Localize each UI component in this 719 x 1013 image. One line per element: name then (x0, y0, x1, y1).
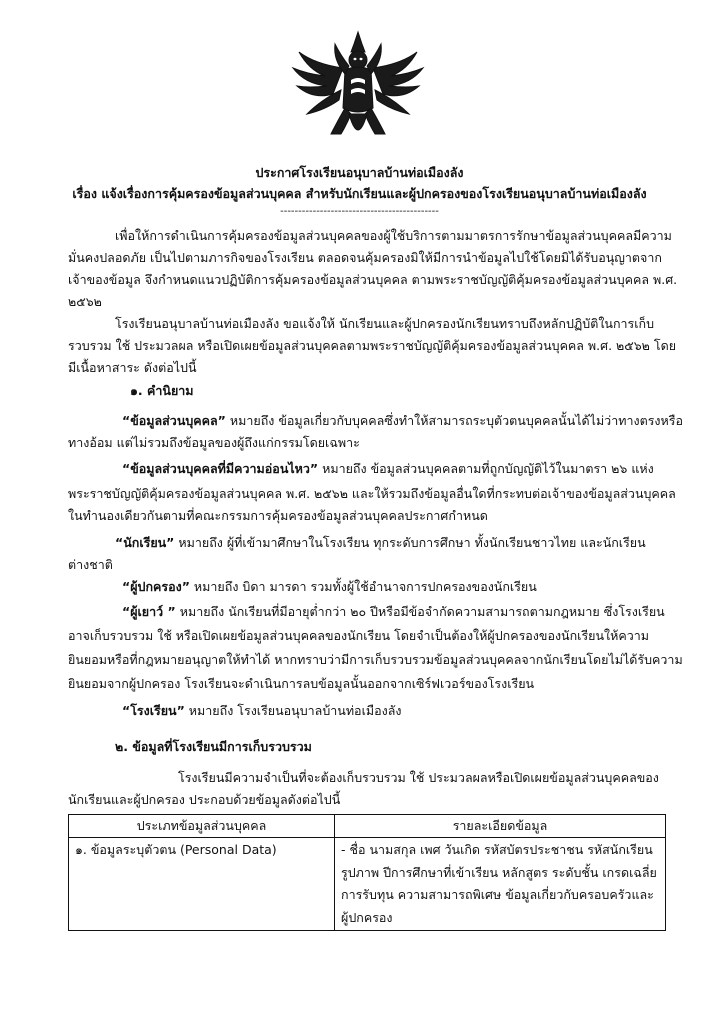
detail-line: - ชื่อ นามสกุล เพศ วันเกิด รหัสบัตรประชาชน รหัสนักเรียน (341, 842, 653, 857)
announcement-title: ประกาศโรงเรียนอนุบาลบ้านท่อเมืองลัง (255, 165, 464, 180)
column-header-type: ประเภทข้อมูลส่วนบุคคล (69, 815, 335, 838)
definition-minor (122, 604, 665, 620)
definition-term: “นักเรียน” (115, 535, 175, 550)
section1-heading: ๑. คำนิยาม (130, 383, 194, 398)
table-row (69, 838, 666, 931)
definition-text: หมายถึง ผู้ที่เข้ามาศึกษาในโรงเรียน ทุกระดับการศึกษา ทั้งนักเรียนชาวไทย และนักเรียน (174, 535, 646, 550)
detail-line: การรับทุน ความสามารถพิเศษ ข้อมูลเกี่ยวกับครอบครัวและ (341, 887, 654, 902)
definition-text: หมายถึง ข้อมูลส่วนบุคคลตามที่ถูกบัญญัติไว้ในมาตรา ๒๖ แห่ง (318, 461, 654, 476)
intro-p1-line1: เพื่อให้การดำเนินการคุ้มครองข้อมูลส่วนบุคคลของผู้ใช้บริการตามมาตรการรักษาข้อมูลส่วนบุคคลมีความ (115, 228, 672, 243)
detail-line: รูปภาพ ปีการศึกษาที่เข้าเรียน หลักสูตร ระดับชั้น เกรดเฉลี่ย (341, 864, 657, 880)
personal-data-table (68, 814, 666, 931)
definition-student-line2: ต่างชาติ (68, 557, 113, 572)
definition-minor-line3: ยินยอมหรือที่กฎหมายอนุญาตให้ทำได้ หากทราบว่ามีการเก็บรวบรวมข้อมูลส่วนบุคคลจากนักเรียนโดยไม่ได้รับความ (68, 652, 683, 667)
table-cell-type: ๑. ข้อมูลระบุตัวตน (Personal Data) (69, 838, 335, 931)
detail-line: ผู้ปกครอง (341, 909, 393, 925)
definition-term: “โรงเรียน” (122, 703, 185, 718)
garuda-emblem (285, 30, 431, 148)
definition-text: หมายถึง บิดา มารดา รวมทั้งผู้ใช้อำนาจการปกครองของนักเรียน (189, 579, 537, 594)
definition-term: “ผู้เยาว์ ” (122, 604, 176, 619)
definition-sensitive-data (122, 461, 654, 477)
intro-p1-line2: มั่นคงปลอดภัย เป็นไปตามภารกิจของโรงเรียน ตลอดจนคุ้มครองมิให้มีการนำข้อมูลไปใช้โดยมิได้รับอนุญาตจาก (68, 250, 662, 265)
intro-p1-line3: เจ้าของข้อมูล จึงกำหนดแนวปฏิบัติการคุ้มครองข้อมูลส่วนบุคคล ตามพระราชบัญญัติคุ้มครองข้อมูลส่วนบุคคล พ.ศ. (68, 272, 678, 287)
definition-term: “ผู้ปกครอง” (122, 579, 190, 594)
intro-p1-line4: ๒๕๖๒ (68, 294, 102, 309)
table-cell-detail (335, 838, 666, 931)
definition-text: หมายถึง ข้อมูลเกี่ยวกับบุคคลซึ่งทำให้สามารถระบุตัวตนบุคคลนั้นได้ไม่ว่าทางตรงหรือ (225, 413, 683, 428)
intro-p2-line3: มีเนื้อหาสาระ ดังต่อไปนี้ (68, 360, 197, 375)
divider-line: -------------------------------------------- (280, 206, 439, 217)
definition-sensitive-data-line3: ในทำนองเดียวกันตามที่คณะกรรมการคุ้มครองข้อมูลส่วนบุคคลประกาศกำหนด (68, 508, 488, 523)
definition-school (122, 703, 401, 719)
definition-minor-line4: ยินยอมจากผู้ปกครอง โรงเรียนจะดำเนินการลบข้อมูลนั้นออกจากเซิร์ฟเวอร์ของโรงเรียน (68, 676, 535, 691)
section2-line2: นักเรียนและผู้ปกครอง ประกอบด้วยข้อมูลดังต่อไปนี้ (68, 792, 341, 807)
announcement-subject: เรื่อง แจ้งเรื่องการคุ้มครองข้อมูลส่วนบุคคล สำหรับนักเรียนและผู้ปกครองของโรงเรียนอนุบาลบ้านท่อเมืองลัง (72, 186, 647, 201)
definition-student (115, 535, 646, 551)
section2-line1: โรงเรียนมีความจำเป็นที่จะต้องเก็บรวบรวม ใช้ ประมวลผลหรือเปิดเผยข้อมูลส่วนบุคคลของ (178, 770, 659, 785)
intro-p2-line1: โรงเรียนอนุบาลบ้านท่อเมืองลัง ขอแจ้งให้ นักเรียนและผู้ปกครองนักเรียนทราบถึงหลักปฏิบัติในการเก็บ (115, 316, 655, 331)
intro-p2-line2: รวบรวม ใช้ ประมวลผล หรือเปิดเผยข้อมูลส่วนบุคคลตามพระราชบัญญัติคุ้มครองข้อมูลส่วนบุคคล พ.ศ. ๒๕๖๒ โดย (68, 338, 677, 353)
definition-personal-data-line2: ทางอ้อม แต่ไม่รวมถึงข้อมูลของผู้ถึงแก่กรรมโดยเฉพาะ (68, 435, 360, 450)
definition-text: หมายถึง นักเรียนที่มีอายุต่ำกว่า ๒๐ ปีหรือมีข้อจำกัดความสามารถตามกฎหมาย ซึ่งโรงเรียน (175, 604, 665, 619)
table-header-row (69, 815, 666, 838)
definition-text: หมายถึง โรงเรียนอนุบาลบ้านท่อเมืองลัง (184, 703, 402, 718)
definition-term: “ข้อมูลส่วนบุคคลที่มีความอ่อนไหว” (122, 461, 319, 476)
definition-sensitive-data-line2: พระราชบัญญัติคุ้มครองข้อมูลส่วนบุคคล พ.ศ. ๒๕๖๒ และให้รวมถึงข้อมูลอื่นใดที่กระทบต่อเจ้าของข้อมูลส่วนบุคคล (68, 486, 676, 501)
section2-heading: ๒. ข้อมูลที่โรงเรียนมีการเก็บรวบรวม (115, 739, 312, 754)
definition-term: “ข้อมูลส่วนบุคคล” (122, 413, 226, 428)
column-header-detail: รายละเอียดข้อมูล (335, 815, 666, 838)
definition-guardian (122, 579, 537, 595)
definition-personal-data (122, 413, 683, 429)
definition-minor-line2: อาจเก็บรวบรวม ใช้ หรือเปิดเผยข้อมูลส่วนบุคคลของนักเรียน โดยจำเป็นต้องให้ผู้ปกครองของนักเรียนให้ความ (68, 628, 650, 643)
